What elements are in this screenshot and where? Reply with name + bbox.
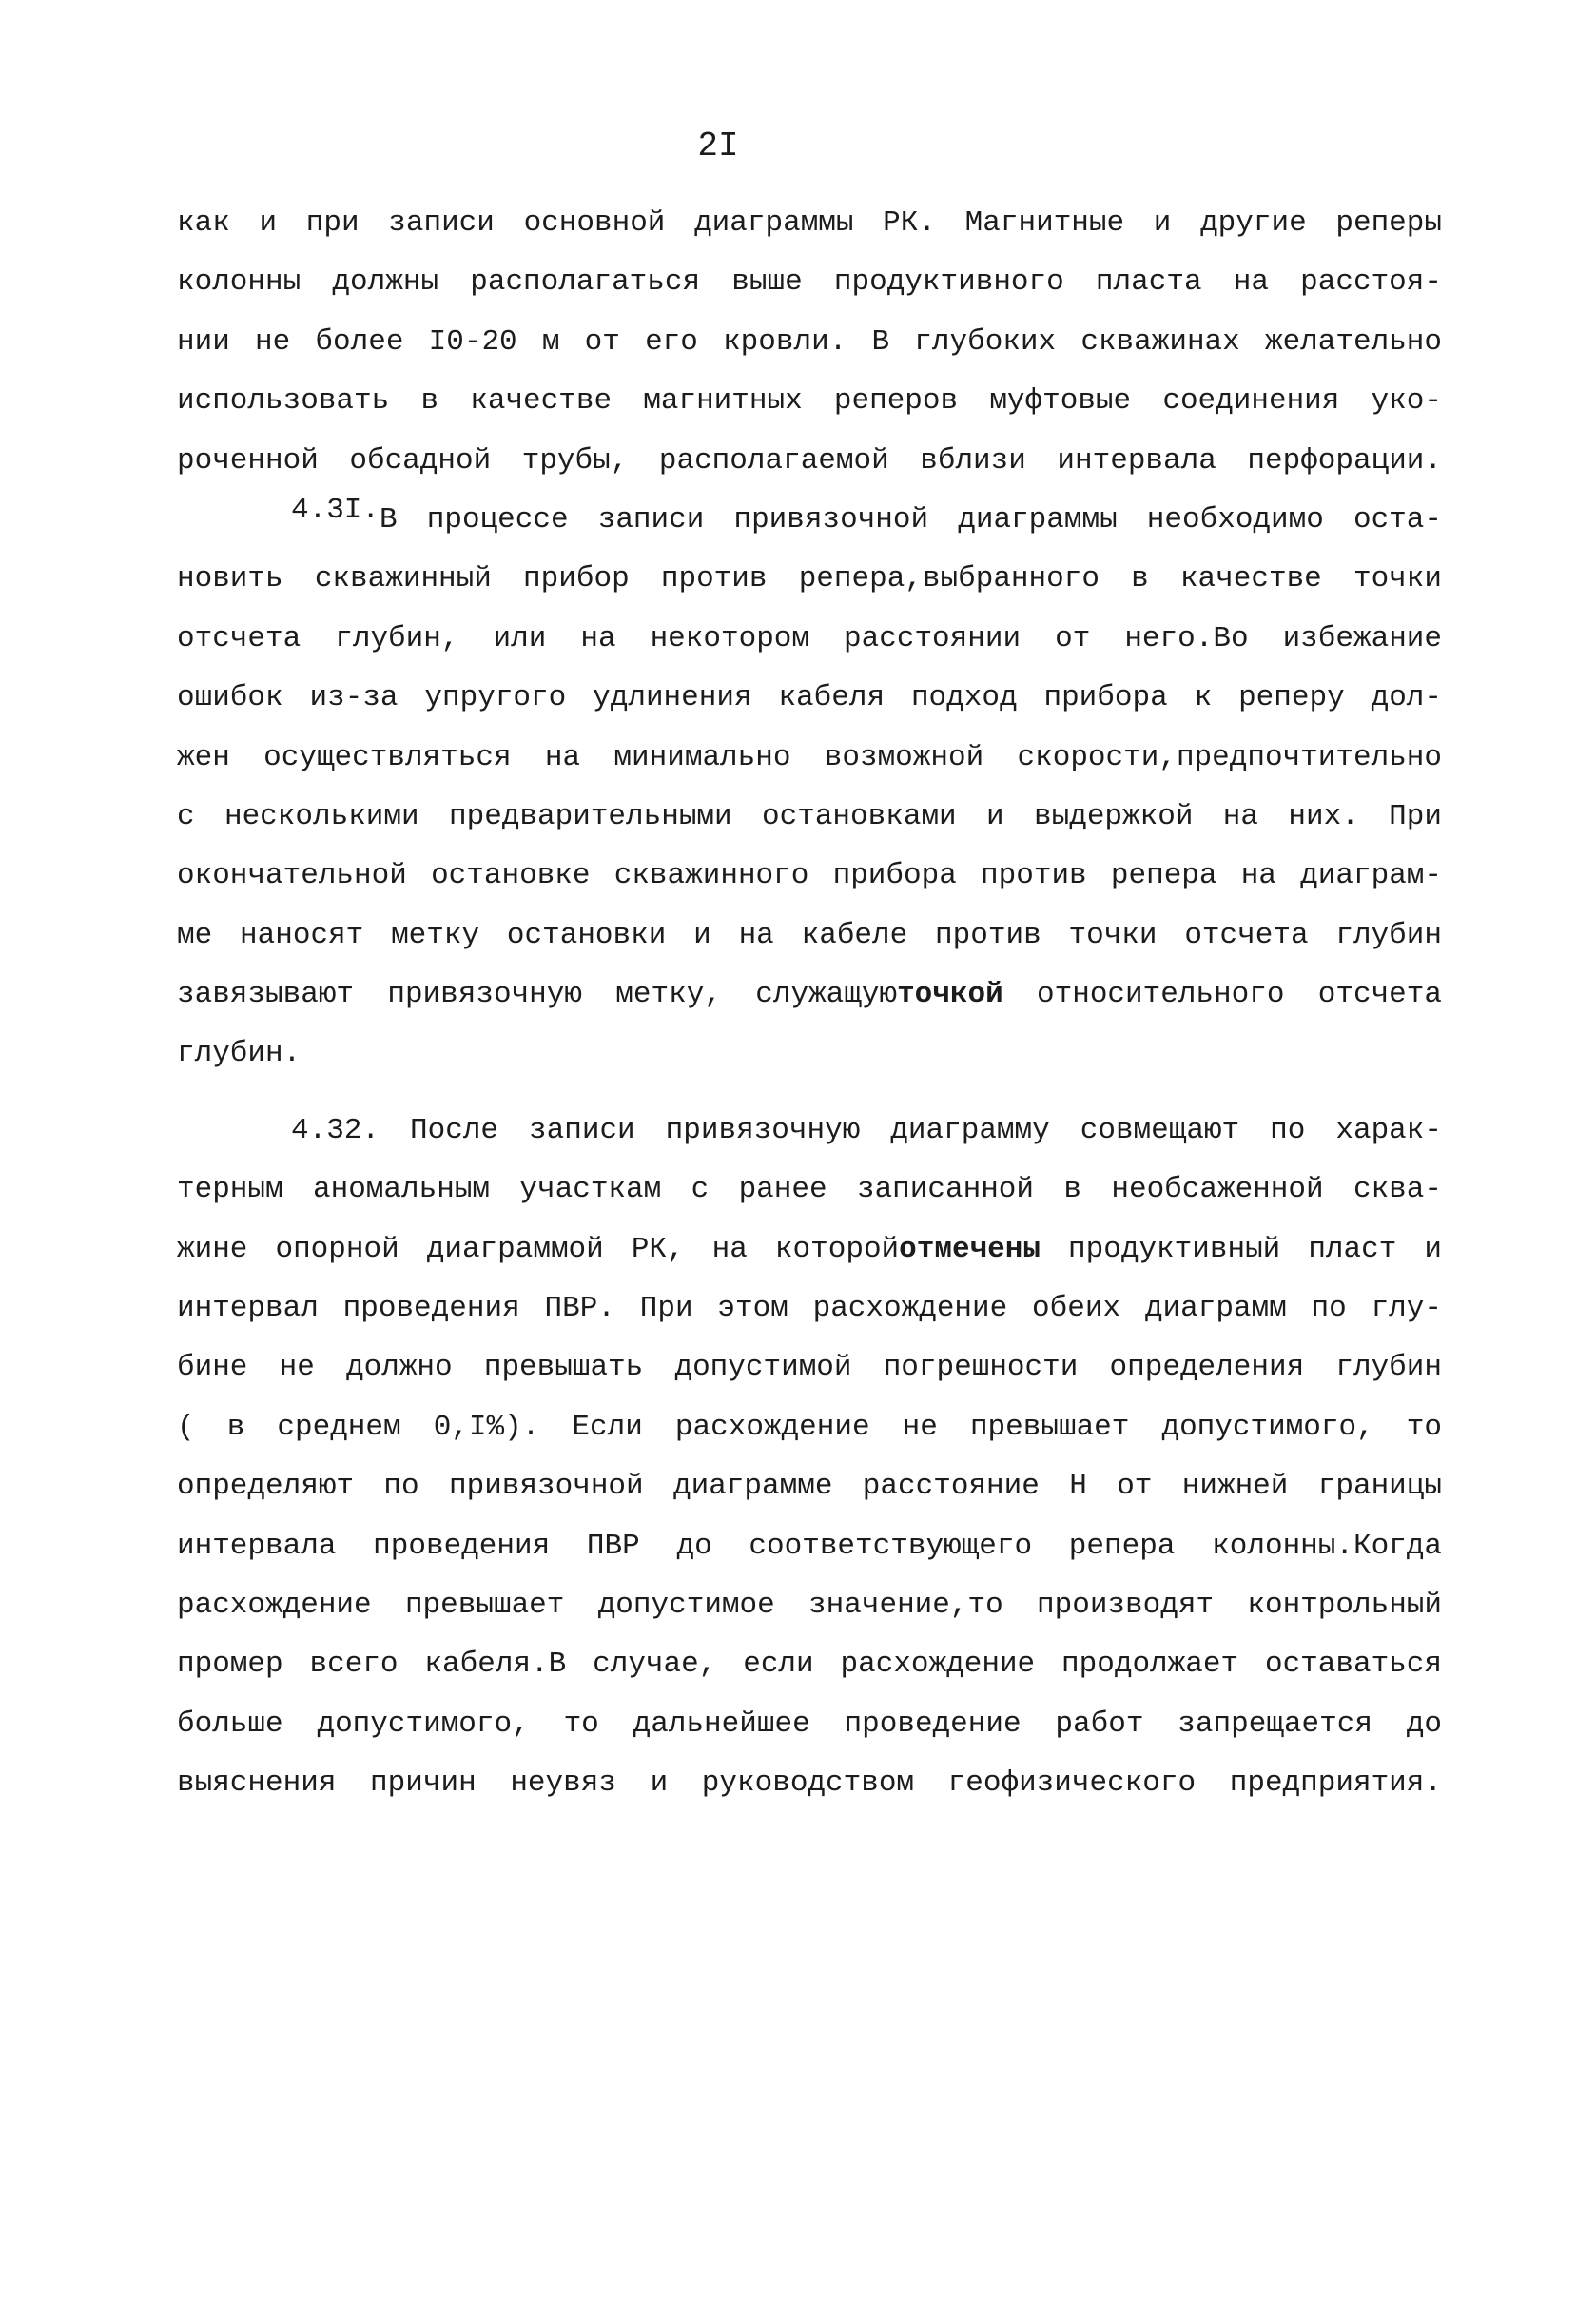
text-fragment: относительного отсчета [1002,978,1442,1012]
bold-word: точкой [897,978,1003,1012]
text-line: интервала проведения ПВР до соответствующего репера колонны.Когда [177,1529,1442,1563]
section-4-32-first-line: 4.32. После записи привязочную диаграмму совмещают по харак- [291,1113,1442,1147]
page-number: 2I [697,127,739,166]
text-line: интервал проведения ПВР. При этом расхождение обеих диаграмм по глу- [177,1292,1442,1326]
text-line: выяснения причин неувяз и руководством геофизического предприятия. [177,1766,1442,1801]
text-line: отсчета глубин, или на некотором расстоянии от него.Во избежание [177,621,1442,655]
text-line: промер всего кабеля.В случае, если расхождение продолжает оставаться [177,1648,1442,1682]
text-fragment: жине опорной диаграммой РК, на которой [177,1232,900,1266]
text-line: как и при записи основной диаграммы РК. Магнитные и другие реперы [177,206,1442,240]
text-fragment: В процессе записи привязочной диаграммы необходимо оста- [380,502,1442,537]
paragraph-continuation [177,194,1442,491]
text-line: с несколькими предварительными остановками и выдержкой на них. При [177,799,1442,833]
text-line: нии не более I0-20 м от его кровли. В глубоких скважинах желательно [177,324,1442,359]
text-line: бине не должно превышать допустимой погрешности определения глубин [177,1351,1442,1385]
text-line: определяют по привязочной диаграмме расстояние Н от нижней границы [177,1470,1442,1504]
text-line: больше допустимого, то дальнейшее проведение работ запрещается до [177,1707,1442,1741]
text-line: новить скважинный прибор против репера,выбранного в качестве точки [177,562,1442,596]
text-line: терным аномальным участкам с ранее записанной в необсаженной сква- [177,1173,1442,1207]
text-line-with-bold [177,966,1442,1025]
text-fragment: завязывают привязочную метку, служащую [177,978,898,1012]
text-line: ошибок из-за упругого удлинения кабеля подход прибора к реперу дол- [177,681,1442,715]
paragraph-gap [177,1084,1442,1102]
section-4-31 [177,491,1442,1084]
text-line: роченной обсадной трубы, располагаемой вблизи интервала перфорации. [177,443,1442,478]
body-text [177,194,1442,1814]
section-number: 4.3I. [291,493,380,527]
bold-word: отмечены [899,1232,1041,1266]
text-line-with-bold [177,1220,1442,1279]
text-fragment: продуктивный пласт и [1040,1232,1442,1266]
text-line: глубин. [177,1037,302,1071]
text-line: ( в среднем 0,I%). Если расхождение не превышает допустимого, то [177,1410,1442,1444]
text-line: использовать в качестве магнитных реперов муфтовые соединения уко- [177,384,1442,419]
section-4-32 [177,1102,1442,1814]
text-line: колонны должны располагаться выше продуктивного пласта на расстоя- [177,265,1442,300]
section-4-31-first-line [177,491,1442,550]
text-line: окончательной остановке скважинного прибора против репера на диаграм- [177,859,1442,893]
text-line: жен осуществляться на минимально возможной скорости,предпочтительно [177,740,1442,774]
text-line: расхождение превышает допустимое значение,то производят контрольный [177,1588,1442,1622]
text-line: ме наносят метку остановки и на кабеле против точки отсчета глубин [177,918,1442,952]
